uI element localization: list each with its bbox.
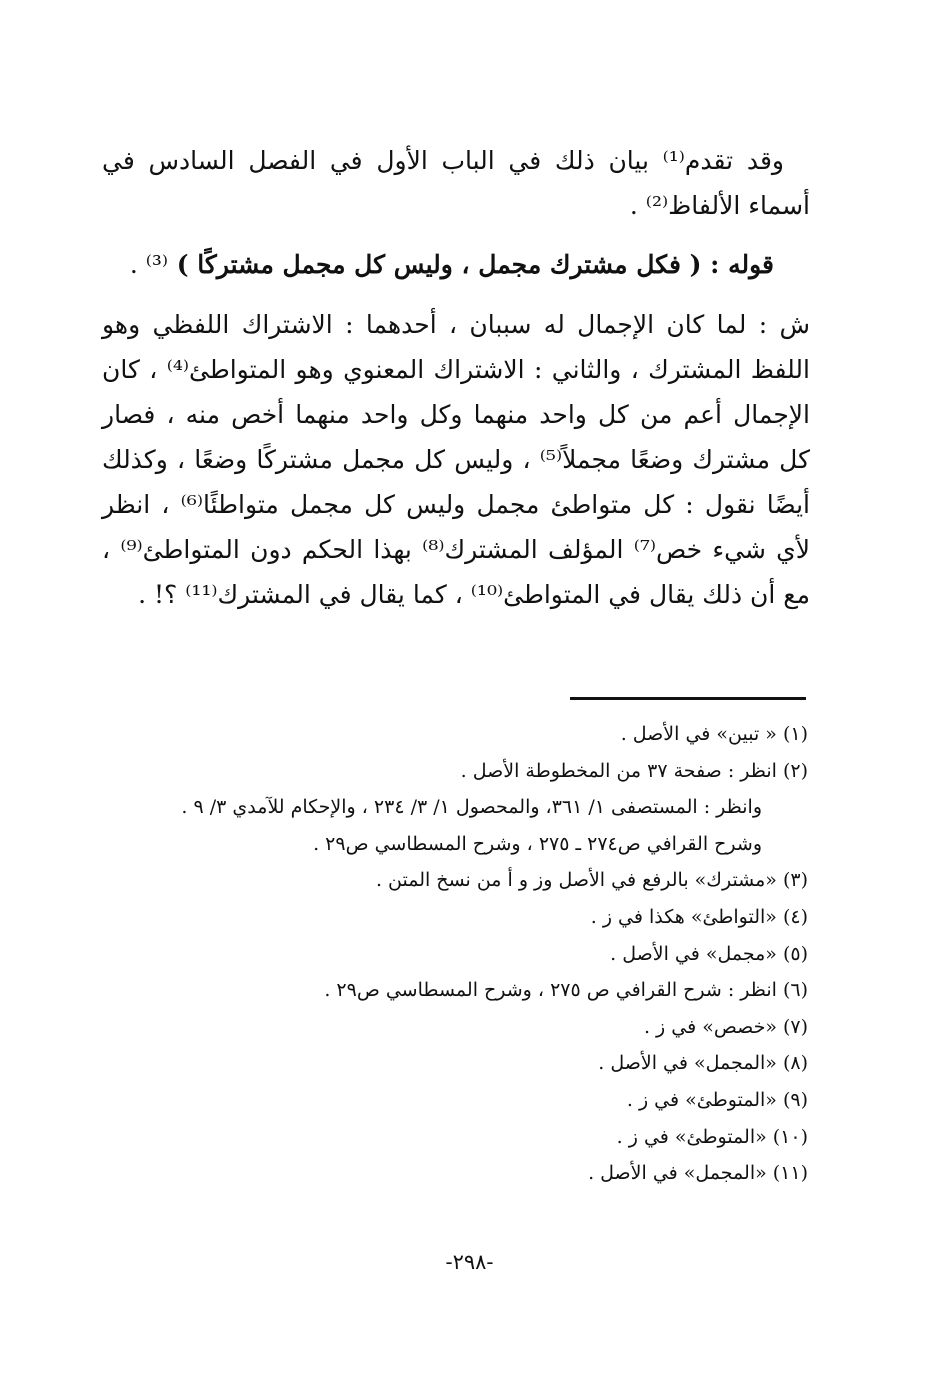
footnote-text: «خصص» في ز . [643,1015,777,1038]
footnote-number: (٦) [782,979,808,1002]
footnote-number: (٤) [782,905,808,928]
footnote-text: «المتوطئ» في ز . [626,1088,777,1111]
paragraph-intro: وقد تقدم⁽¹⁾ بيان ذلك في الباب الأول في الفصل السادس في أسماء الألفاظ⁽²⁾ . [102,146,810,220]
footnote-number: (١١) [772,1162,808,1185]
footnote-item [100,716,808,753]
quoted-heading [102,242,774,287]
footnote-text: انظر : صفحة ٣٧ من المخطوطة الأصل . [460,759,777,782]
footnote-item [100,789,808,826]
footnote-item [100,1045,808,1082]
footnote-number: (١) [782,723,808,745]
footnote-text: «مجمل» في الأصل . [610,942,777,965]
footnote-item [100,1155,808,1192]
footnote-separator [570,697,806,700]
footnote-item [100,899,808,936]
heading-text: قوله : ( فكل مشترك مجمل ، وليس كل مجمل مشتركًا ) [176,250,774,279]
footnote-text: «المجمل» في الأصل . [598,1052,777,1075]
footnote-number: (٥) [782,942,808,965]
footnote-text: «المجمل» في الأصل . [588,1162,767,1185]
paragraph-commentary: ش : لما كان الإجمال له سببان ، أحدهما : الاشتراك اللفظي وهو اللفظ المشترك ، والثاني : الاشتراك المعنوي وهو المتواطئ⁽⁴⁾ ، كان الإجمال أعم من كل واحد منهما وكل واحد منهما أخص منه ، فصار كل مشترك وضعًا مجملاً⁽⁵⁾ ، وليس كل مجمل مشتركًا وضعًا ، وكذلك أيضًا نقول : كل متواطئ مجمل وليس كل مجمل متواطئًا⁽⁶⁾ ، انظر لأي شيء خص⁽⁷⁾ المؤلف المشترك⁽⁸⁾ بهذا الحكم دون المتواطئ⁽⁹⁾ ، مع أن ذلك يقال في المتواطئ⁽¹⁰⁾ ، كما يقال في المشترك⁽¹¹⁾ ؟! . [102,310,811,609]
footnote-text: وانظر : المستصفى ١/ ٣٦١، والمحصول ١/ ٣/ ٢٣٤ ، والإحكام للآمدي ٣/ ٩ . [181,796,762,819]
footnote-number: (٨) [782,1052,808,1075]
footnote-text: «التواطئ» هكذا في ز . [590,905,777,928]
footnote-item [100,862,808,899]
footnote-text: «المتوطئ» في ز . [616,1125,767,1148]
footnote-number: (٩) [782,1088,808,1111]
footnote-item [100,936,808,973]
footnote-text: انظر : شرح القرافي ص ٢٧٥ ، وشرح المسطاسي ص٢٩ . [324,979,777,1002]
footnotes-list [100,716,808,1192]
footnote-number: (٣) [782,869,808,892]
footnote-item [100,1082,808,1119]
footnote-item [100,1009,808,1046]
footnote-text: «مشترك» بالرفع في الأصل وز و أ من نسخ المتن . [375,869,777,892]
footnote-item [100,826,808,863]
footnote-number: (٢) [782,759,808,782]
footnote-number: (٧) [782,1015,808,1038]
footnote-item [100,1119,808,1156]
page-number: -٢٩٨- [445,1250,494,1274]
footnote-item [100,972,808,1009]
footnote-number: (١٠) [772,1125,808,1148]
footnote-text: « تبين» في الأصل . [620,723,777,745]
footnote-text: وشرح القرافي ص٢٧٤ ـ ٢٧٥ ، وشرح المسطاسي ص٢٩ . [313,832,762,855]
heading-footnote-ref: ⁽³⁾ . [129,250,169,279]
footnote-item [100,753,808,790]
